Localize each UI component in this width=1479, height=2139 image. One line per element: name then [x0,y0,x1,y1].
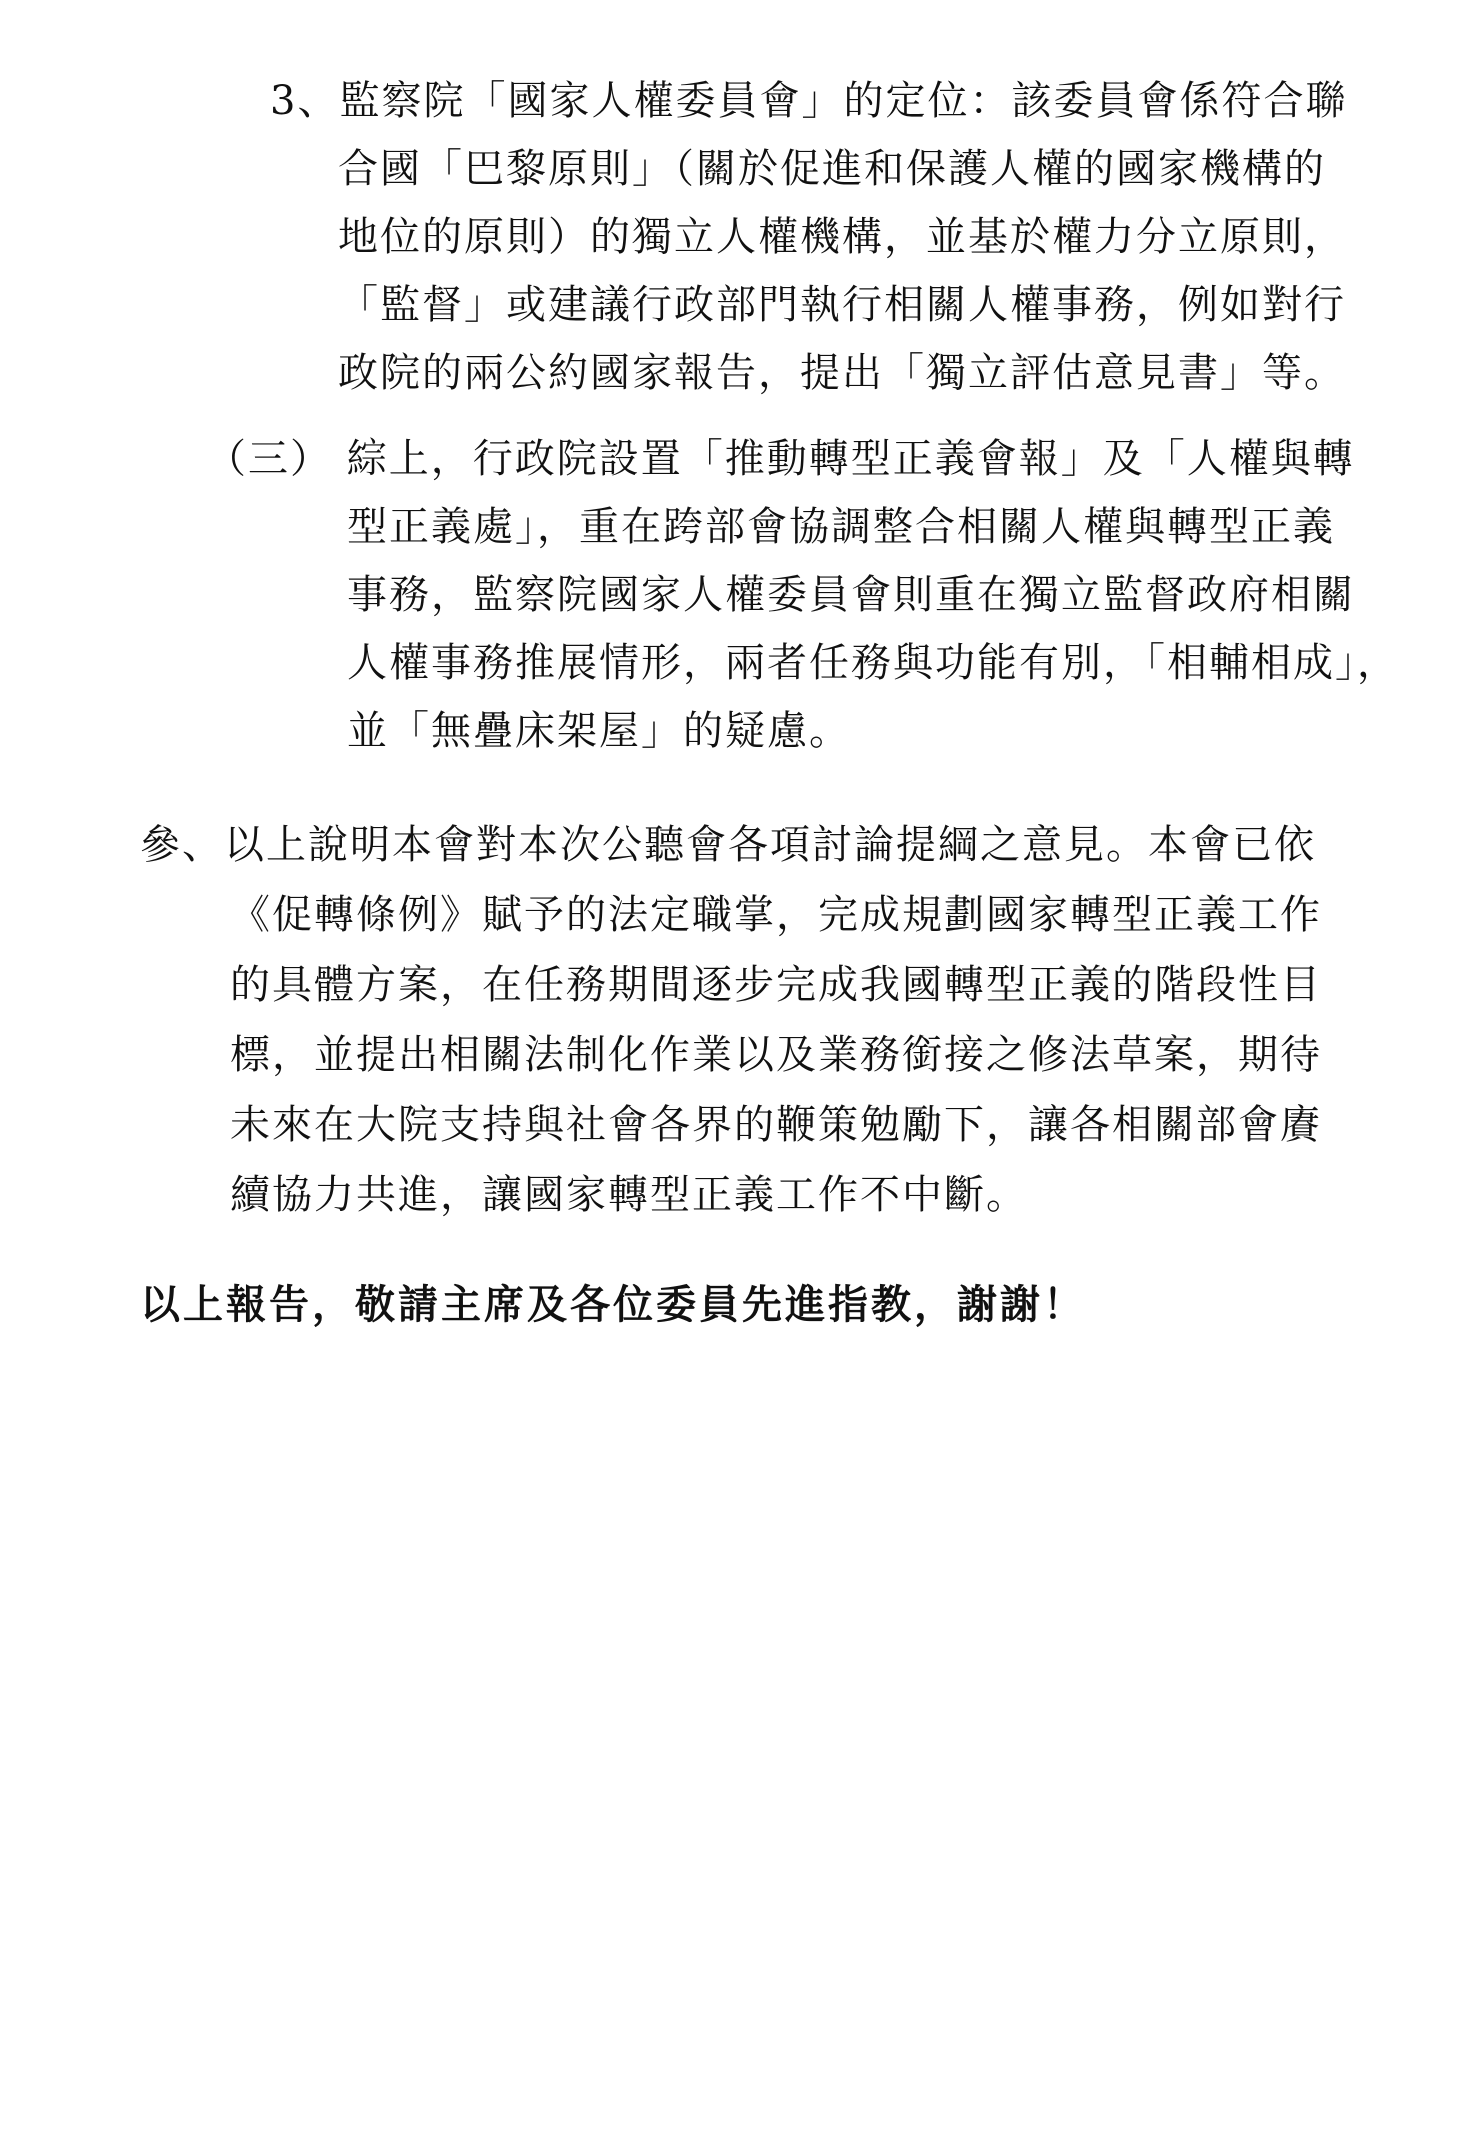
summary-line-1: （三） 綜上，行政院設置「推動轉型正義會報」及「人權與轉 [206,436,1355,482]
part3-line-3: 的具體方案，在任務期間逐步完成我國轉型正義的階段性目 [230,962,1322,1008]
closing-statement: 以上報告，敬請主席及各位委員先進指教，謝謝！ [140,1282,1086,1328]
item3-line-1: 3、監察院「國家人權委員會」的定位：該委員會係符合聯 [270,78,1348,124]
summary-line-4: 人權事務推展情形，兩者任務與功能有別，「相輔相成」， [347,640,1399,686]
item3-line-5: 政院的兩公約國家報告，提出「獨立評估意見書」等。 [338,350,1346,396]
part3-line-5: 未來在大院支持與社會各界的鞭策勉勵下，讓各相關部會賡 [230,1102,1322,1148]
summary-line-3: 事務，監察院國家人權委員會則重在獨立監督政府相關 [347,572,1355,618]
part3-line-4: 標，並提出相關法制化作業以及業務銜接之修法草案，期待 [230,1032,1322,1078]
summary-line-2: 型正義處」，重在跨部會協調整合相關人權與轉型正義 [347,504,1335,550]
item3-line-2: 合國「巴黎原則」（關於促進和保護人權的國家機構的 [338,146,1326,192]
part3-line-1: 參、以上說明本會對本次公聽會各項討論提綱之意見。本會已依 [140,822,1316,868]
item3-line-3: 地位的原則）的獨立人權機構，並基於權力分立原則， [338,214,1346,260]
summary-line-5: 並「無疊床架屋」的疑慮。 [347,708,851,754]
item3-line-4: 「監督」或建議行政部門執行相關人權事務，例如對行 [338,282,1346,328]
part3-line-2: 《促轉條例》賦予的法定職掌，完成規劃國家轉型正義工作 [230,892,1322,938]
part3-line-6: 續協力共進，讓國家轉型正義工作不中斷。 [230,1172,1028,1218]
